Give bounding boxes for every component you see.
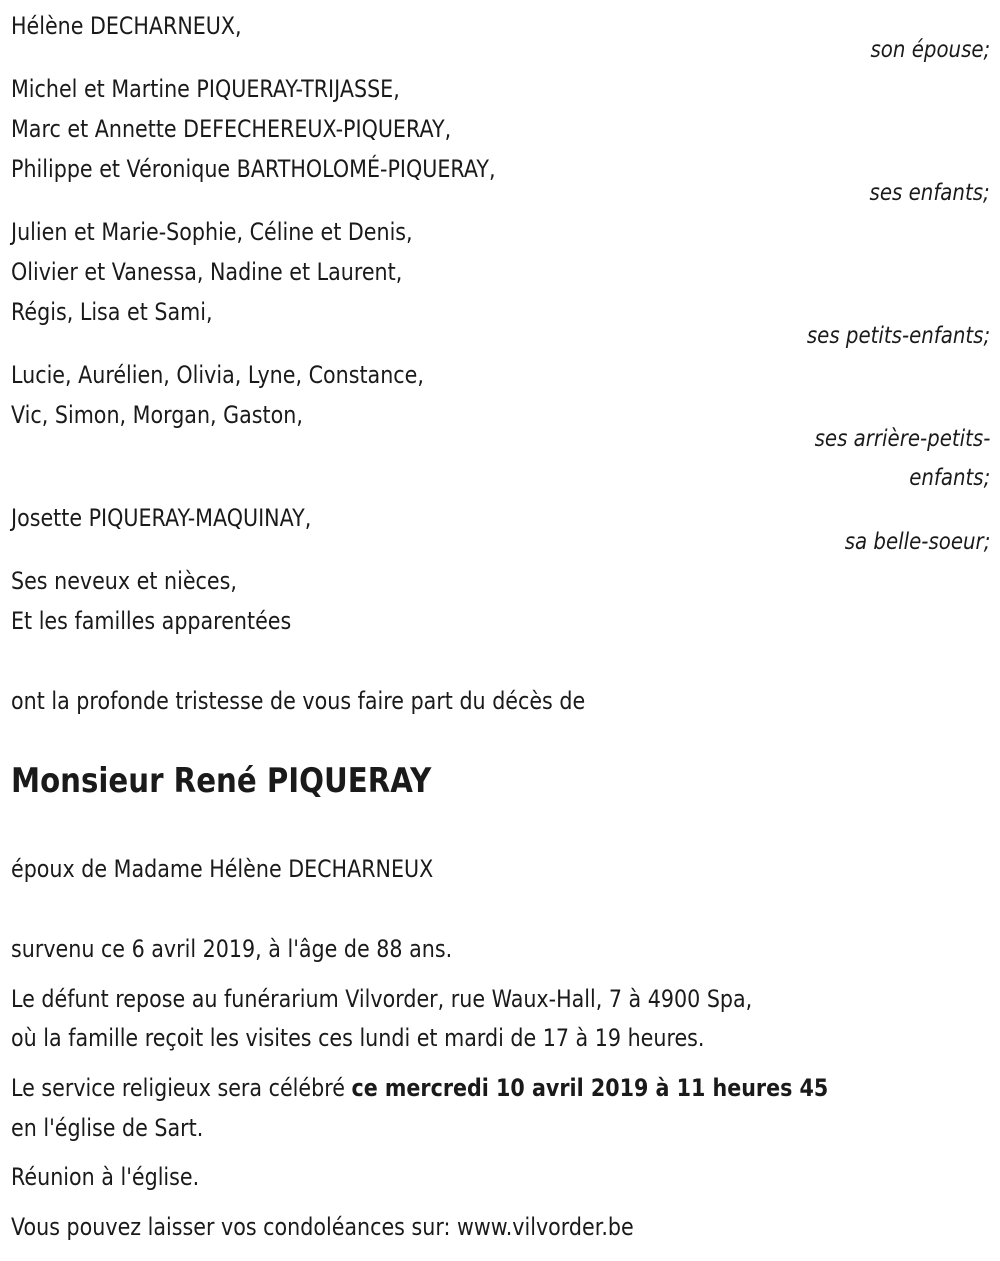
service-prefix: Le service religieux sera célébré <box>11 1074 352 1102</box>
relation-label: ses arrière-petits- <box>814 426 990 452</box>
family-name-line: Ses neveux et nièces, <box>11 567 237 595</box>
family-name-line: Hélène DECHARNEUX, <box>11 12 242 40</box>
service-line <box>11 1074 828 1102</box>
family-name-line: Philippe et Véronique BARTHOLOMÉ-PIQUERAY, <box>11 155 496 183</box>
funerarium-line-2: où la famille reçoit les visites ces lundi et mardi de 17 à 19 heures. <box>11 1024 705 1052</box>
family-name-line: Et les familles apparentées <box>11 607 292 635</box>
deceased-name: Monsieur René PIQUERAY <box>11 761 432 801</box>
family-name-line: Marc et Annette DEFECHEREUX-PIQUERAY, <box>11 115 452 143</box>
relation-label: son épouse; <box>870 37 990 63</box>
family-name-line: Lucie, Aurélien, Olivia, Lyne, Constance, <box>11 361 424 389</box>
condolences-link[interactable]: www.vilvorder.be <box>456 1213 634 1241</box>
funerarium-line-1: Le défunt repose au funérarium Vilvorder, rue Waux-Hall, 7 à 4900 Spa, <box>11 985 753 1013</box>
family-name-line: Vic, Simon, Morgan, Gaston, <box>11 401 303 429</box>
family-name-line: Olivier et Vanessa, Nadine et Laurent, <box>11 258 403 286</box>
service-date-time: ce mercredi 10 avril 2019 à 11 heures 45 <box>351 1074 829 1102</box>
family-name-line: Julien et Marie-Sophie, Céline et Denis, <box>11 218 413 246</box>
relation-label: ses petits-enfants; <box>806 323 990 349</box>
family-name-line: Josette PIQUERAY-MAQUINAY, <box>11 504 312 532</box>
relation-label: sa belle-soeur; <box>844 529 990 555</box>
death-details: survenu ce 6 avril 2019, à l'âge de 88 ans. <box>11 935 453 963</box>
relation-label: enfants; <box>908 465 990 491</box>
family-name-line: Michel et Martine PIQUERAY-TRIJASSE, <box>11 75 400 103</box>
spouse-line: époux de Madame Hélène DECHARNEUX <box>11 855 434 883</box>
service-location: en l'église de Sart. <box>11 1114 204 1142</box>
condolences-prefix: Vous pouvez laisser vos condoléances sur: <box>11 1213 457 1241</box>
family-name-line: Régis, Lisa et Sami, <box>11 298 213 326</box>
reunion-line: Réunion à l'église. <box>11 1163 200 1191</box>
relation-label: ses enfants; <box>869 180 990 206</box>
condolences-line <box>11 1213 634 1241</box>
announcement-text: ont la profonde tristesse de vous faire part du décès de <box>11 687 586 715</box>
